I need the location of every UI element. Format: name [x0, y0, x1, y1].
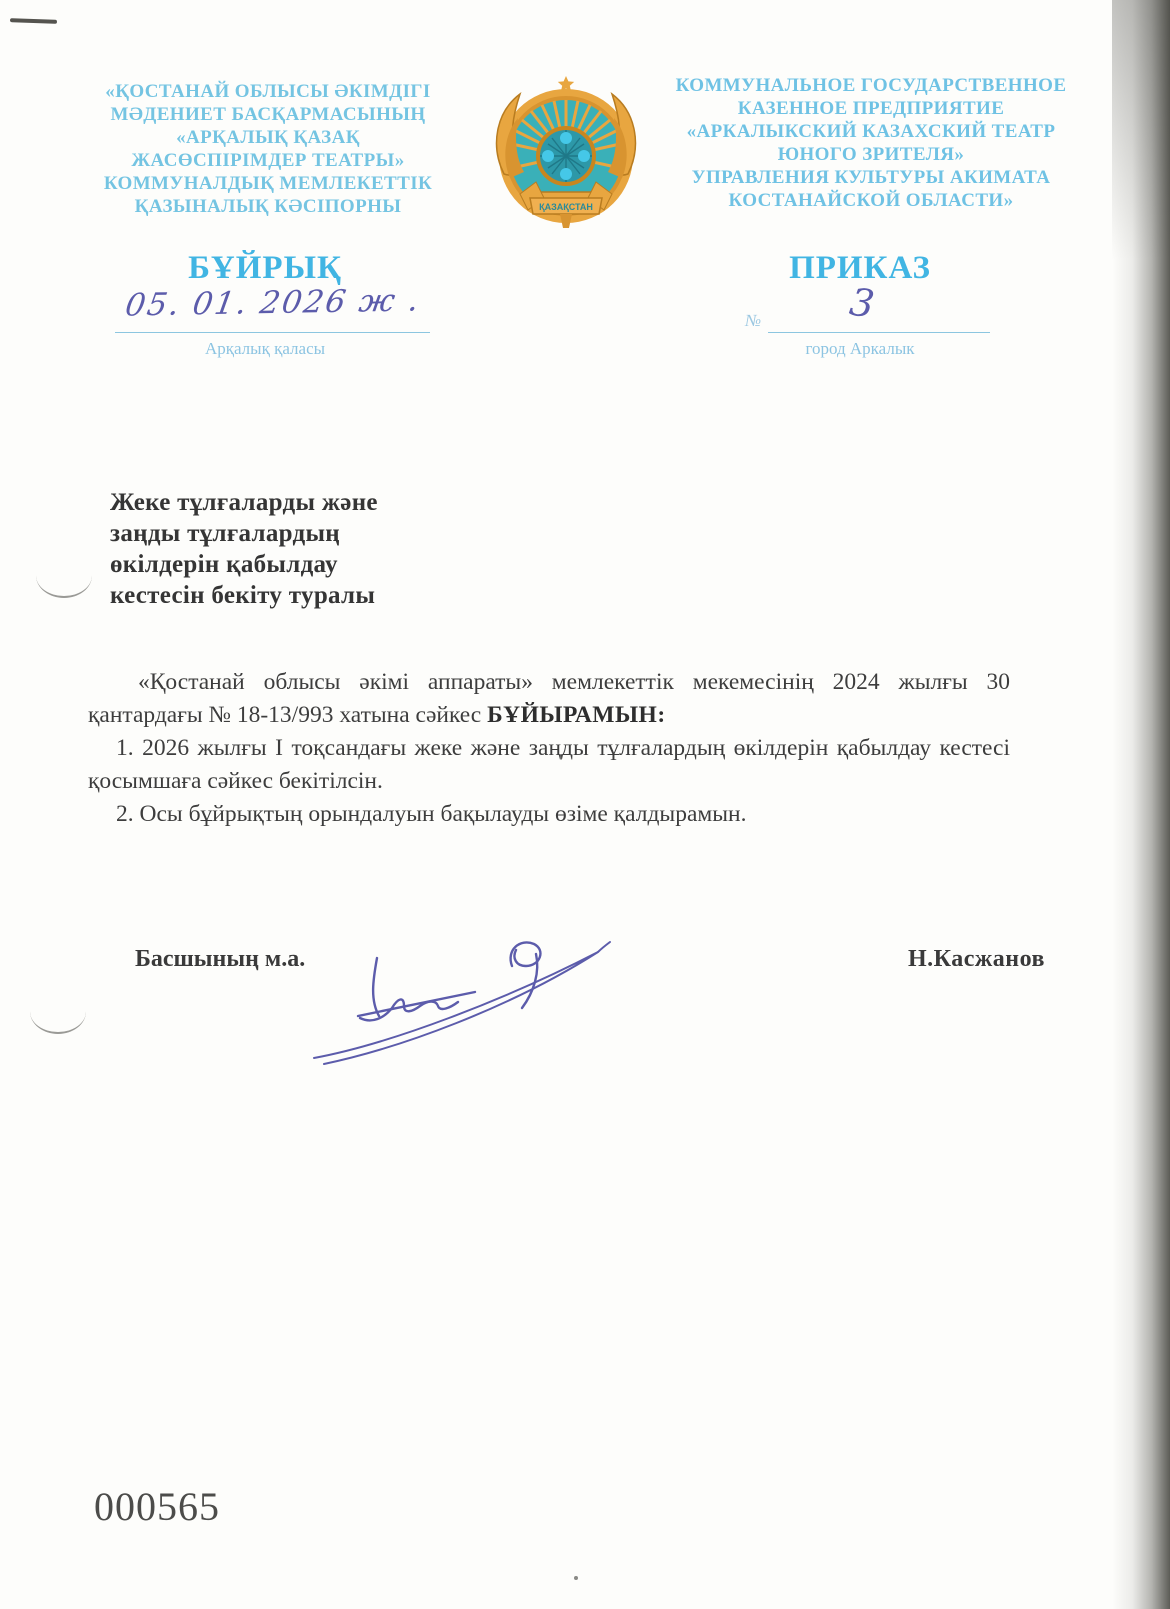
signature-row — [0, 938, 1170, 1078]
org-name-kazakh — [58, 74, 478, 218]
subject-line: кестесін бекіту туралы — [110, 582, 376, 609]
org-kk-line: МӘДЕНИЕТ БАСҚАРМАСЫНЫҢ — [110, 104, 426, 125]
order-russian-column — [700, 250, 1020, 359]
body-intro-text: «Қостанай облысы әкімі аппараты» мемлекеттік мекемесінің 2024 жылғы 30 қантардағы № 18-13/993 хатына сәйкес — [88, 669, 1010, 728]
document-serial-number: 000565 — [94, 1484, 220, 1529]
org-ru-line: КОММУНАЛЬНОЕ ГОСУДАРСТВЕННОЕ — [675, 75, 1067, 96]
handwritten-order-number: 3 — [847, 279, 878, 327]
org-kk-line: КОММУНАЛДЫҚ МЕМЛЕКЕТТІК — [103, 173, 433, 194]
letterhead — [58, 74, 1088, 242]
org-kk-line: ЖАСӨСПІРІМДЕР ТЕАТРЫ» — [131, 150, 405, 171]
order-date-zone — [110, 282, 424, 337]
place-label-kk: Арқалық қаласы — [204, 339, 326, 358]
subject-line: өкілдерін қабылдау — [110, 551, 338, 578]
org-ru-line: КОСТАНАЙСКОЙ ОБЛАСТИ» — [728, 190, 1014, 211]
date-underline — [115, 332, 430, 333]
emblem-banner-text: ҚАЗАҚСТАН — [539, 202, 593, 212]
org-ru-line: КАЗЕННОЕ ПРЕДПРИЯТИЕ — [737, 98, 1005, 119]
kazakhstan-coat-of-arms-icon — [486, 74, 646, 242]
body-paragraph-intro — [88, 666, 1010, 732]
place-label-ru: город Аркалык — [805, 339, 915, 358]
order-title-ru: ПРИКАЗ — [789, 250, 931, 286]
handwritten-date: 05. 01. 2026 ж . — [122, 282, 424, 324]
body-item-1: 1. 2026 жылғы I тоқсандағы жеке және заңды тұлғалардың өкілдерін қабылдау кестесі қосымшаға сәйкес бекітілсін. — [88, 735, 1010, 794]
signer-name: Н.Касжанов — [908, 946, 1045, 972]
org-kk-line: «ҚОСТАНАЙ ОБЛЫСЫ ӘКІМДІГІ — [105, 81, 431, 102]
org-ru-line: «АРКАЛЫКСКИЙ КАЗАХСКИЙ ТЕАТР — [686, 121, 1056, 142]
body-item-2: 2. Осы бұйрықтың орындалуын бақылауды өзіме қалдырамын. — [116, 801, 747, 827]
body-intro-directive: БҰЙЫРАМЫН: — [487, 702, 666, 728]
order-number-zone — [700, 279, 1020, 337]
handwritten-signature — [300, 896, 620, 1076]
order-title-kk: БҰЙРЫҚ — [188, 250, 342, 286]
order-kazakh-column — [110, 250, 424, 359]
org-kk-line: ҚАЗЫНАЛЫҚ КӘСІПОРНЫ — [134, 196, 402, 217]
scan-pen-mark — [10, 18, 57, 24]
number-sign-label: № — [745, 311, 762, 330]
signer-position-label: Басшының м.а. — [135, 946, 306, 972]
scan-speck — [574, 1576, 578, 1580]
org-ru-line: УПРАВЛЕНИЯ КУЛЬТУРЫ АКИМАТА — [691, 167, 1051, 188]
number-underline — [768, 332, 990, 333]
org-kk-line: «АРҚАЛЫҚ ҚАЗАҚ — [176, 127, 360, 148]
order-subject — [110, 487, 530, 611]
kazakhstan-emblem — [478, 74, 654, 242]
order-body — [88, 666, 1010, 831]
subject-line: заңды тұлғалардың — [110, 520, 341, 547]
org-ru-line: ЮНОГО ЗРИТЕЛЯ» — [777, 144, 965, 165]
org-name-russian — [654, 74, 1088, 212]
punch-hole-mark — [36, 572, 92, 598]
subject-line: Жеке тұлғаларды және — [110, 489, 378, 516]
scan-edge-shadow-top — [1112, 0, 1170, 260]
